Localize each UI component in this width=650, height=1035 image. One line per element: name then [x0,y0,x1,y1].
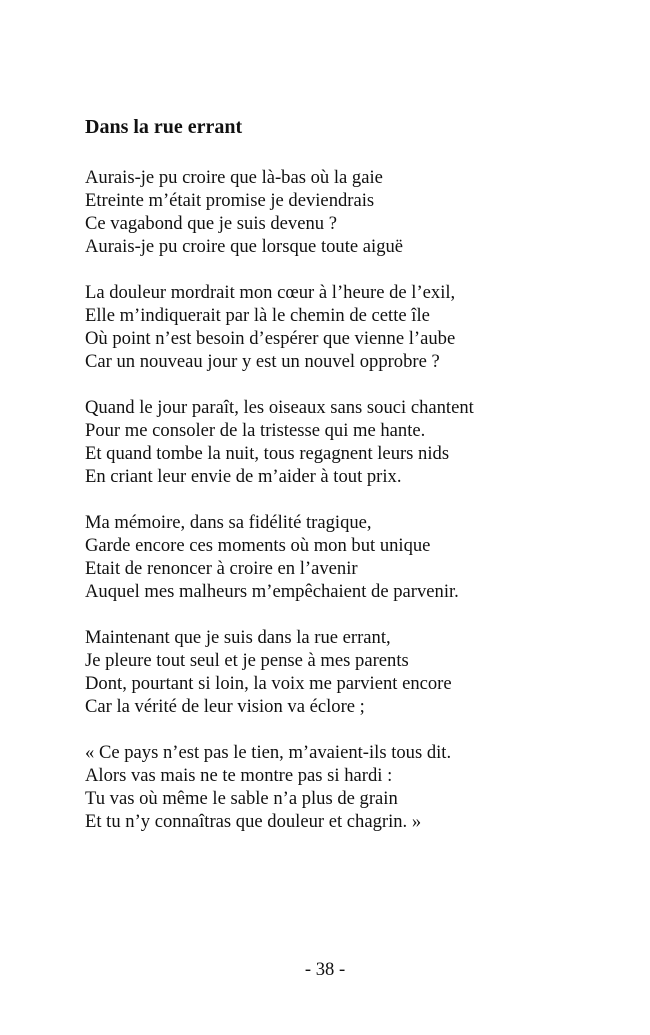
verse-line: Alors vas mais ne te montre pas si hardi : [85,765,393,786]
stanza-1 [85,166,625,258]
verse-line: Aurais-je pu croire que là-bas où la gaie [85,167,383,188]
verse-line: Quand le jour paraît, les oiseaux sans souci chantent [85,397,474,418]
verse-line: En criant leur envie de m’aider à tout prix. [85,466,402,487]
verse-line: Et tu n’y connaîtras que douleur et chagrin. » [85,811,422,832]
stanza-5 [85,626,625,718]
stanza-3 [85,396,625,488]
verse-line: Et quand tombe la nuit, tous regagnent leurs nids [85,443,450,464]
verse-line: « Ce pays n’est pas le tien, m’avaient-ils tous dit. [85,742,452,763]
poem-title: Dans la rue errant [85,116,243,138]
verse-line: Où point n’est besoin d’espérer que vienne l’aube [85,328,456,349]
verse-line: Etreinte m’était promise je deviendrais [85,190,375,211]
verse-line: Car la vérité de leur vision va éclore ; [85,696,365,717]
verse-line: Garde encore ces moments où mon but unique [85,535,431,556]
page-number: - 38 - [304,959,346,980]
verse-line: Tu vas où même le sable n’a plus de grain [85,788,398,809]
verse-line: Etait de renoncer à croire en l’avenir [85,558,358,579]
verse-line: Ce vagabond que je suis devenu ? [85,213,337,234]
verse-line: Ma mémoire, dans sa fidélité tragique, [85,512,372,533]
verse-line: Auquel mes malheurs m’empêchaient de parvenir. [85,581,459,602]
verse-line: Aurais-je pu croire que lorsque toute aiguë [85,236,404,257]
verse-line: Elle m’indiquerait par là le chemin de cette île [85,305,430,326]
stanza-2 [85,281,625,373]
verse-line: Pour me consoler de la tristesse qui me hante. [85,420,426,441]
stanza-6 [85,741,625,833]
verse-line: Car un nouveau jour y est un nouvel opprobre ? [85,351,440,372]
stanza-4 [85,511,625,603]
verse-line: Maintenant que je suis dans la rue errant, [85,627,391,648]
verse-line: Je pleure tout seul et je pense à mes parents [85,650,409,671]
verse-line: La douleur mordrait mon cœur à l’heure de l’exil, [85,282,456,303]
poem-body [85,166,625,856]
verse-line: Dont, pourtant si loin, la voix me parvient encore [85,673,452,694]
